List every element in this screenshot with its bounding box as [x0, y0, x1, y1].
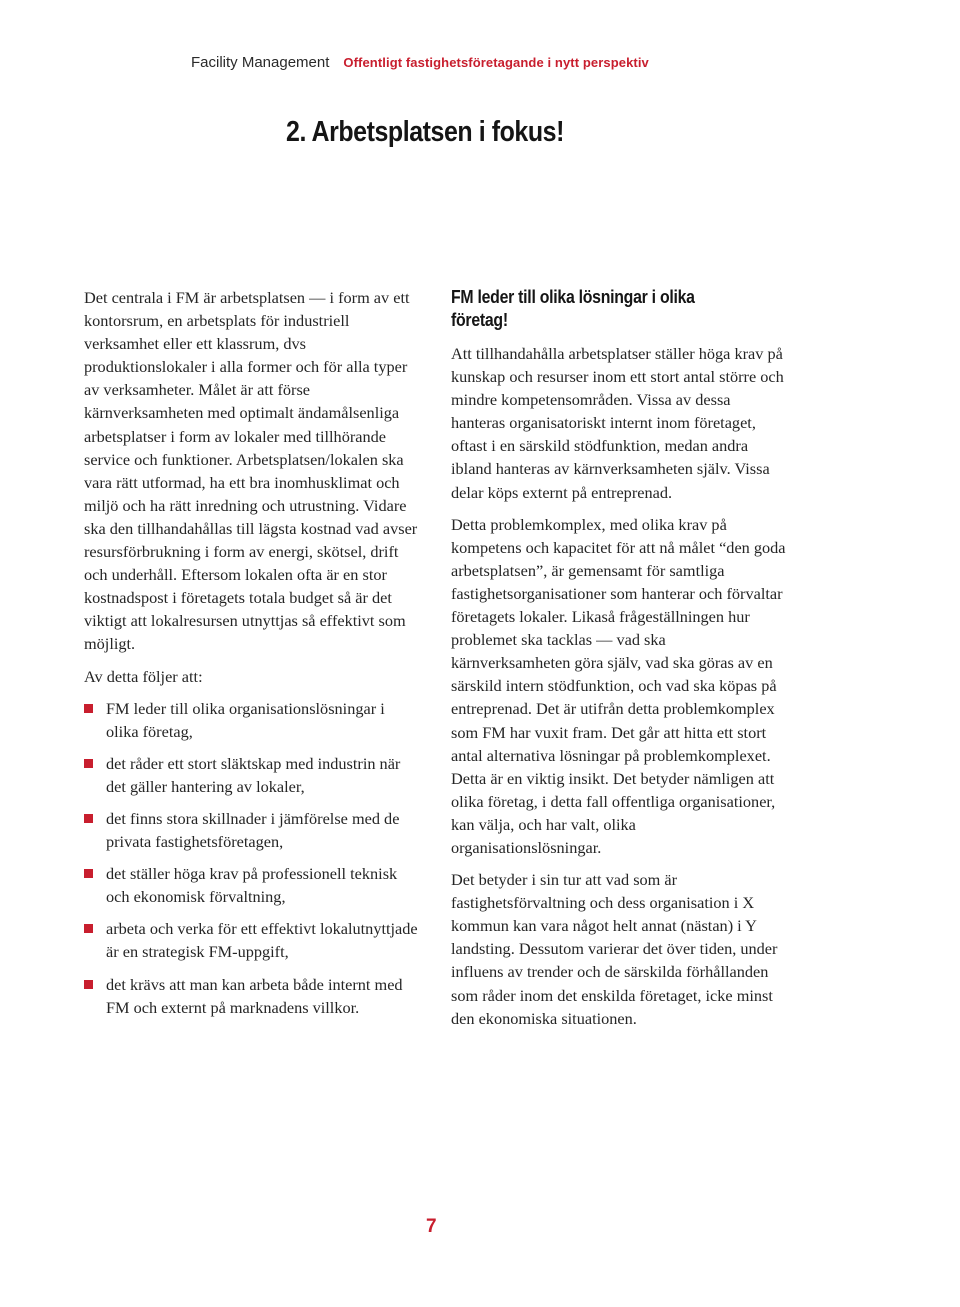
body-paragraph: Det betyder i sin tur att vad som är fastighetsförvaltning och dess organisation i X kommun kan vara något helt annat (nästan) i Y landsting. Dessutom varierar det över tiden, under influens av trender och de särskilda förhållanden som råder inom det enskilda företaget, icke minst den ekonomiska situationen.: [451, 870, 778, 1028]
body-paragraph: Detta problemkomplex, med olika krav på kompetens och kapacitet för att nå målet “den goda arbetsplatsen”, är gemensamt för samtliga fastighetsorganisationer som hanterar och förvaltar företagets lokaler. Likaså frågeställningen hur problemet ska tacklas — vad ska kärnverksamheten göra själv, vad ska göras av en särskild intern stödfunktion, och vad ska köpas på entreprenad. Det är utifrån detta problemkomplex som FM har vuxit fram. Det går att hitta ett stort antal alternativa lösningar på problemkomplexet. Detta är en viktig insikt. Det betyder nämligen att olika företag, i detta fall offentliga organisationer, kan välja, och har valt, olika organisationslösningar.: [451, 514, 786, 857]
list-intro: Av detta följer att:: [84, 666, 203, 686]
list-item-text: det finns stora skillnader i jämförelse med de privata fastighetsföretagen,: [106, 808, 400, 852]
page-number: 7: [426, 1216, 437, 1237]
body-paragraph: Att tillhandahålla arbetsplatser ställer höga krav på kunskap och resurser inom ett stort antal större och mindre kompetensområden. Vissa av dessa hanteras organisatoriskt internt inom företaget, oftast i en särskild stödfunktion, medan andra ibland hanteras av kärnverksamheten själv. Vissa delar köps externt på entreprenad.: [451, 344, 784, 502]
list-item: [84, 973, 419, 1019]
intro-paragraph: Det centrala i FM är arbetsplatsen — i form av ett kontorsrum, en arbetsplats för industriell verksamhet eller ett klassrum, dvs produktionslokaler i alla former och för alla typer av verksamheter. Målet är att förse kärnverksamheten med optimalt ändamålsenliga arbetsplatser i form av lokaler med tillhörande service och funktioner. Arbetsplatsen/lokalen ska vara rätt utformad, ha ett bra inomhusklimat och miljö och ha rätt inredning och utrustning. Vidare ska den tillhandahållas till lägsta kostnad vad avser resursförbrukning i form av energi, skötsel, drift och underhåll. Eftersom lokalen ofta är en stor kostnadspost i företagets totala budget så är det viktigt att lokalresursen utnyttjas så effektivt som möjligt.: [84, 288, 418, 654]
list-item: [84, 917, 419, 963]
list-item-text: det ställer höga krav på professionell teknisk och ekonomisk förvaltning,: [106, 864, 398, 907]
list-item-text: det krävs att man kan arbeta både internt med FM och externt på marknadens villkor.: [106, 974, 403, 1017]
header-title: Facility Management: [191, 54, 330, 71]
bullet-square-icon: [84, 814, 93, 823]
list-item: [84, 752, 419, 798]
right-column: [451, 286, 786, 1039]
bullet-square-icon: [84, 980, 93, 989]
header-subtitle: Offentligt fastighetsföretagande i nytt perspektiv: [343, 55, 649, 70]
list-item-text: det råder ett stort släktskap med industrin när det gäller hantering av lokaler,: [106, 753, 401, 796]
left-column: [84, 286, 419, 1028]
section-heading: FM leder till olika lösningar i olika företag!: [451, 287, 695, 330]
bullet-square-icon: [84, 924, 93, 933]
chapter-title: 2. Arbetsplatsen i fokus!: [286, 116, 564, 148]
consequence-list: [84, 697, 419, 1019]
bullet-square-icon: [84, 869, 93, 878]
bullet-square-icon: [84, 759, 93, 768]
running-header: [191, 54, 649, 72]
bullet-square-icon: [84, 704, 93, 713]
list-item: [84, 862, 419, 908]
list-item: [84, 807, 419, 853]
list-item: [84, 697, 419, 743]
list-item-text: arbeta och verka för ett effektivt lokalutnyttjade är en strategisk FM-uppgift,: [106, 919, 418, 962]
list-item-text: FM leder till olika organisationslösningar i olika företag,: [106, 698, 385, 741]
